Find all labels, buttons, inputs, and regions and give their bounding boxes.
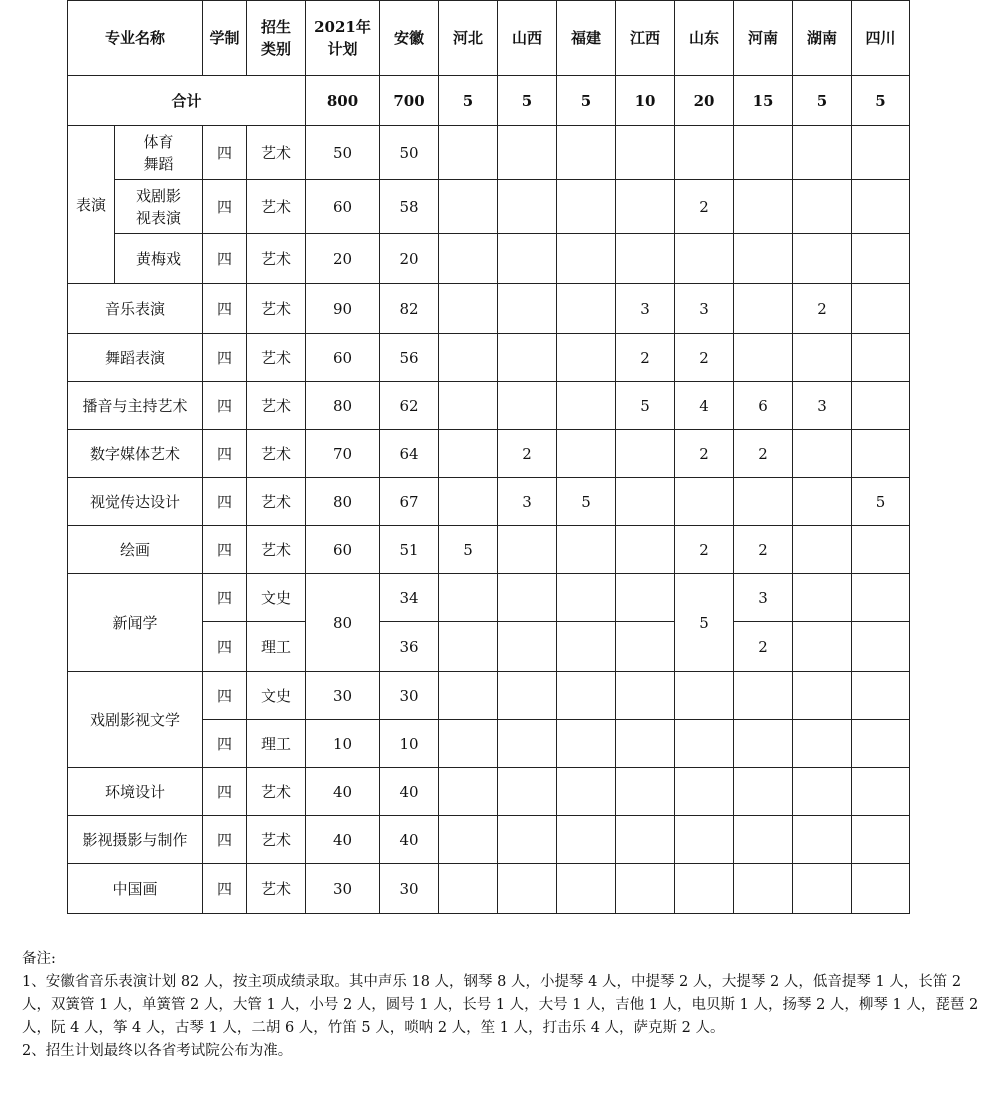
empty-cell [734, 334, 793, 382]
group-performance: 表演 [68, 126, 115, 284]
empty-cell [616, 126, 675, 180]
years-cell: 四 [203, 382, 247, 430]
shandong-cell: 2 [675, 430, 734, 478]
years-cell: 四 [203, 234, 247, 284]
header-major: 专业名称 [68, 1, 203, 76]
empty-cell [734, 864, 793, 914]
empty-cell [439, 864, 498, 914]
category-cell: 理工 [247, 720, 306, 768]
empty-cell [793, 574, 852, 622]
header-anhui: 安徽 [380, 1, 439, 76]
empty-cell [498, 672, 557, 720]
years-cell: 四 [203, 180, 247, 234]
notes-line-1: 1、安徽省音乐表演计划 82 人，按主项成绩录取。其中声乐 18 人，钢琴 8 人，小提琴 4 人，中提琴 2 人，大提琴 2 人，低音提琴 1 人，长笛 2 人，双簧管 1 人，单簧管 2 人，大管 1 人，小号 2 人，圆号 1 人，长号 1 人，大号 1 人，吉他 1 人，电贝斯 1 人，扬琴 2 人，柳琴 1 人，琵琶 2 人，阮 4 人，筝 4 人，古琴 1 人，二胡 6 人，竹笛 5 人，唢呐 2 人，笙 1 人，打击乐 4 人，萨克斯 2 人。 [22, 974, 979, 1036]
henan-cell: 2 [734, 622, 793, 672]
plan-cell: 60 [306, 180, 380, 234]
anhui-cell: 62 [380, 382, 439, 430]
category-cell: 艺术 [247, 126, 306, 180]
empty-cell [793, 672, 852, 720]
empty-cell [852, 382, 910, 430]
empty-cell [852, 526, 910, 574]
empty-cell [616, 574, 675, 622]
header-row [68, 1, 910, 76]
empty-cell [557, 180, 616, 234]
header-category: 招生类别 [247, 1, 306, 76]
empty-cell [734, 816, 793, 864]
empty-cell [498, 622, 557, 672]
empty-cell [675, 864, 734, 914]
empty-cell [557, 430, 616, 478]
shandong-cell: 2 [675, 334, 734, 382]
empty-cell [616, 234, 675, 284]
plan-cell: 50 [306, 126, 380, 180]
empty-cell [557, 864, 616, 914]
major-name: 播音与主持艺术 [68, 382, 203, 430]
jiangxi-cell: 5 [616, 382, 675, 430]
empty-cell [439, 284, 498, 334]
empty-cell [557, 816, 616, 864]
empty-cell [557, 334, 616, 382]
plan-cell: 80 [306, 574, 380, 672]
empty-cell [498, 864, 557, 914]
years-cell: 四 [203, 284, 247, 334]
empty-cell [439, 180, 498, 234]
total-hunan: 5 [793, 76, 852, 126]
shanxi-cell: 2 [498, 430, 557, 478]
major-name: 戏剧影视表演 [115, 180, 203, 234]
years-cell: 四 [203, 816, 247, 864]
empty-cell [498, 284, 557, 334]
notes-title: 备注: [22, 951, 56, 967]
years-cell: 四 [203, 574, 247, 622]
empty-cell [439, 768, 498, 816]
header-shandong: 山东 [675, 1, 734, 76]
empty-cell [793, 180, 852, 234]
shandong-cell: 4 [675, 382, 734, 430]
plan-cell: 70 [306, 430, 380, 478]
anhui-cell: 82 [380, 284, 439, 334]
major-name: 绘画 [68, 526, 203, 574]
category-cell: 理工 [247, 622, 306, 672]
table-row [68, 768, 910, 816]
total-shandong: 20 [675, 76, 734, 126]
category-cell: 艺术 [247, 180, 306, 234]
empty-cell [439, 430, 498, 478]
empty-cell [793, 816, 852, 864]
years-cell: 四 [203, 430, 247, 478]
empty-cell [734, 672, 793, 720]
empty-cell [498, 126, 557, 180]
shandong-cell: 5 [675, 574, 734, 672]
shandong-cell: 2 [675, 526, 734, 574]
header-jiangxi: 江西 [616, 1, 675, 76]
major-name: 音乐表演 [68, 284, 203, 334]
years-cell: 四 [203, 526, 247, 574]
empty-cell [852, 334, 910, 382]
empty-cell [557, 382, 616, 430]
empty-cell [616, 526, 675, 574]
anhui-cell: 67 [380, 478, 439, 526]
empty-cell [557, 622, 616, 672]
plan-cell: 90 [306, 284, 380, 334]
header-hunan: 湖南 [793, 1, 852, 76]
empty-cell [734, 720, 793, 768]
shandong-cell: 3 [675, 284, 734, 334]
table-row [68, 672, 910, 720]
anhui-cell: 10 [380, 720, 439, 768]
plan-cell: 30 [306, 672, 380, 720]
major-name: 黄梅戏 [115, 234, 203, 284]
empty-cell [793, 126, 852, 180]
empty-cell [439, 574, 498, 622]
empty-cell [852, 126, 910, 180]
empty-cell [852, 180, 910, 234]
empty-cell [616, 622, 675, 672]
empty-cell [557, 672, 616, 720]
major-name: 数字媒体艺术 [68, 430, 203, 478]
empty-cell [498, 768, 557, 816]
empty-cell [498, 816, 557, 864]
henan-cell: 6 [734, 382, 793, 430]
category-cell: 艺术 [247, 526, 306, 574]
category-cell: 文史 [247, 574, 306, 622]
category-cell: 艺术 [247, 768, 306, 816]
empty-cell [852, 816, 910, 864]
fujian-cell: 5 [557, 478, 616, 526]
empty-cell [793, 864, 852, 914]
table-row [68, 180, 910, 234]
empty-cell [498, 180, 557, 234]
anhui-cell: 40 [380, 816, 439, 864]
hunan-cell: 3 [793, 382, 852, 430]
anhui-cell: 50 [380, 126, 439, 180]
empty-cell [675, 768, 734, 816]
plan-cell: 80 [306, 478, 380, 526]
empty-cell [675, 234, 734, 284]
empty-cell [675, 672, 734, 720]
jiangxi-cell: 3 [616, 284, 675, 334]
plan-cell: 10 [306, 720, 380, 768]
major-name: 体育舞蹈 [115, 126, 203, 180]
empty-cell [793, 768, 852, 816]
empty-cell [852, 768, 910, 816]
empty-cell [616, 720, 675, 768]
anhui-cell: 20 [380, 234, 439, 284]
empty-cell [675, 816, 734, 864]
notes-section [22, 948, 982, 1063]
plan-cell: 60 [306, 334, 380, 382]
plan-cell: 80 [306, 382, 380, 430]
anhui-cell: 51 [380, 526, 439, 574]
table-row [68, 430, 910, 478]
empty-cell [852, 284, 910, 334]
empty-cell [852, 720, 910, 768]
category-cell: 文史 [247, 672, 306, 720]
hunan-cell: 2 [793, 284, 852, 334]
empty-cell [675, 126, 734, 180]
years-cell: 四 [203, 864, 247, 914]
empty-cell [616, 180, 675, 234]
empty-cell [498, 382, 557, 430]
header-fujian: 福建 [557, 1, 616, 76]
empty-cell [793, 234, 852, 284]
major-name: 新闻学 [68, 574, 203, 672]
empty-cell [439, 478, 498, 526]
header-years: 学制 [203, 1, 247, 76]
jiangxi-cell: 2 [616, 334, 675, 382]
empty-cell [793, 526, 852, 574]
empty-cell [734, 478, 793, 526]
category-cell: 艺术 [247, 334, 306, 382]
category-cell: 艺术 [247, 864, 306, 914]
category-cell: 艺术 [247, 430, 306, 478]
empty-cell [557, 284, 616, 334]
anhui-cell: 40 [380, 768, 439, 816]
empty-cell [616, 768, 675, 816]
empty-cell [675, 478, 734, 526]
total-henan: 15 [734, 76, 793, 126]
empty-cell [498, 574, 557, 622]
empty-cell [734, 180, 793, 234]
hebei-cell: 5 [439, 526, 498, 574]
major-name: 视觉传达设计 [68, 478, 203, 526]
category-cell: 艺术 [247, 234, 306, 284]
header-hebei: 河北 [439, 1, 498, 76]
table-row [68, 526, 910, 574]
years-cell: 四 [203, 768, 247, 816]
empty-cell [616, 430, 675, 478]
empty-cell [616, 864, 675, 914]
total-hebei: 5 [439, 76, 498, 126]
plan-cell: 60 [306, 526, 380, 574]
henan-cell: 2 [734, 526, 793, 574]
header-sichuan: 四川 [852, 1, 910, 76]
plan-cell: 40 [306, 768, 380, 816]
empty-cell [734, 126, 793, 180]
plan-cell: 30 [306, 864, 380, 914]
empty-cell [852, 430, 910, 478]
empty-cell [557, 574, 616, 622]
empty-cell [498, 526, 557, 574]
table-row [68, 574, 910, 622]
empty-cell [616, 478, 675, 526]
empty-cell [616, 816, 675, 864]
anhui-cell: 56 [380, 334, 439, 382]
table-row [68, 864, 910, 914]
empty-cell [557, 720, 616, 768]
empty-cell [557, 126, 616, 180]
table-row [68, 334, 910, 382]
empty-cell [439, 126, 498, 180]
empty-cell [439, 672, 498, 720]
plan-cell: 40 [306, 816, 380, 864]
anhui-cell: 64 [380, 430, 439, 478]
empty-cell [439, 382, 498, 430]
empty-cell [439, 816, 498, 864]
table-row [68, 234, 910, 284]
empty-cell [793, 430, 852, 478]
empty-cell [557, 234, 616, 284]
empty-cell [439, 234, 498, 284]
years-cell: 四 [203, 126, 247, 180]
anhui-cell: 58 [380, 180, 439, 234]
years-cell: 四 [203, 478, 247, 526]
major-name: 环境设计 [68, 768, 203, 816]
empty-cell [675, 720, 734, 768]
category-cell: 艺术 [247, 284, 306, 334]
total-anhui: 700 [380, 76, 439, 126]
major-name: 戏剧影视文学 [68, 672, 203, 768]
header-henan: 河南 [734, 1, 793, 76]
table-row [68, 382, 910, 430]
total-jiangxi: 10 [616, 76, 675, 126]
years-cell: 四 [203, 672, 247, 720]
years-cell: 四 [203, 720, 247, 768]
empty-cell [734, 768, 793, 816]
henan-cell: 3 [734, 574, 793, 622]
empty-cell [793, 622, 852, 672]
empty-cell [498, 234, 557, 284]
empty-cell [852, 234, 910, 284]
empty-cell [852, 574, 910, 622]
major-name: 中国画 [68, 864, 203, 914]
empty-cell [439, 720, 498, 768]
empty-cell [734, 234, 793, 284]
header-shanxi: 山西 [498, 1, 557, 76]
total-fujian: 5 [557, 76, 616, 126]
years-cell: 四 [203, 622, 247, 672]
anhui-cell: 34 [380, 574, 439, 622]
header-plan: 2021年计划 [306, 1, 380, 76]
shanxi-cell: 3 [498, 478, 557, 526]
category-cell: 艺术 [247, 478, 306, 526]
sichuan-cell: 5 [852, 478, 910, 526]
plan-cell: 20 [306, 234, 380, 284]
total-row [68, 76, 910, 126]
category-cell: 艺术 [247, 382, 306, 430]
shandong-cell: 2 [675, 180, 734, 234]
enrollment-plan-table [67, 0, 910, 914]
category-cell: 艺术 [247, 816, 306, 864]
table-row [68, 478, 910, 526]
empty-cell [498, 334, 557, 382]
empty-cell [793, 334, 852, 382]
table-row [68, 816, 910, 864]
empty-cell [852, 672, 910, 720]
empty-cell [498, 720, 557, 768]
total-sichuan: 5 [852, 76, 910, 126]
notes-line-2: 2、招生计划最终以各省考试院公布为准。 [22, 1043, 293, 1059]
empty-cell [557, 768, 616, 816]
empty-cell [852, 864, 910, 914]
anhui-cell: 30 [380, 672, 439, 720]
empty-cell [616, 672, 675, 720]
total-label: 合计 [68, 76, 306, 126]
henan-cell: 2 [734, 430, 793, 478]
empty-cell [852, 622, 910, 672]
anhui-cell: 36 [380, 622, 439, 672]
empty-cell [439, 622, 498, 672]
table-row [68, 284, 910, 334]
major-name: 舞蹈表演 [68, 334, 203, 382]
major-name: 影视摄影与制作 [68, 816, 203, 864]
empty-cell [557, 526, 616, 574]
empty-cell [439, 334, 498, 382]
empty-cell [793, 720, 852, 768]
empty-cell [734, 284, 793, 334]
total-plan: 800 [306, 76, 380, 126]
years-cell: 四 [203, 334, 247, 382]
anhui-cell: 30 [380, 864, 439, 914]
table-row [68, 126, 910, 180]
empty-cell [793, 478, 852, 526]
total-shanxi: 5 [498, 76, 557, 126]
